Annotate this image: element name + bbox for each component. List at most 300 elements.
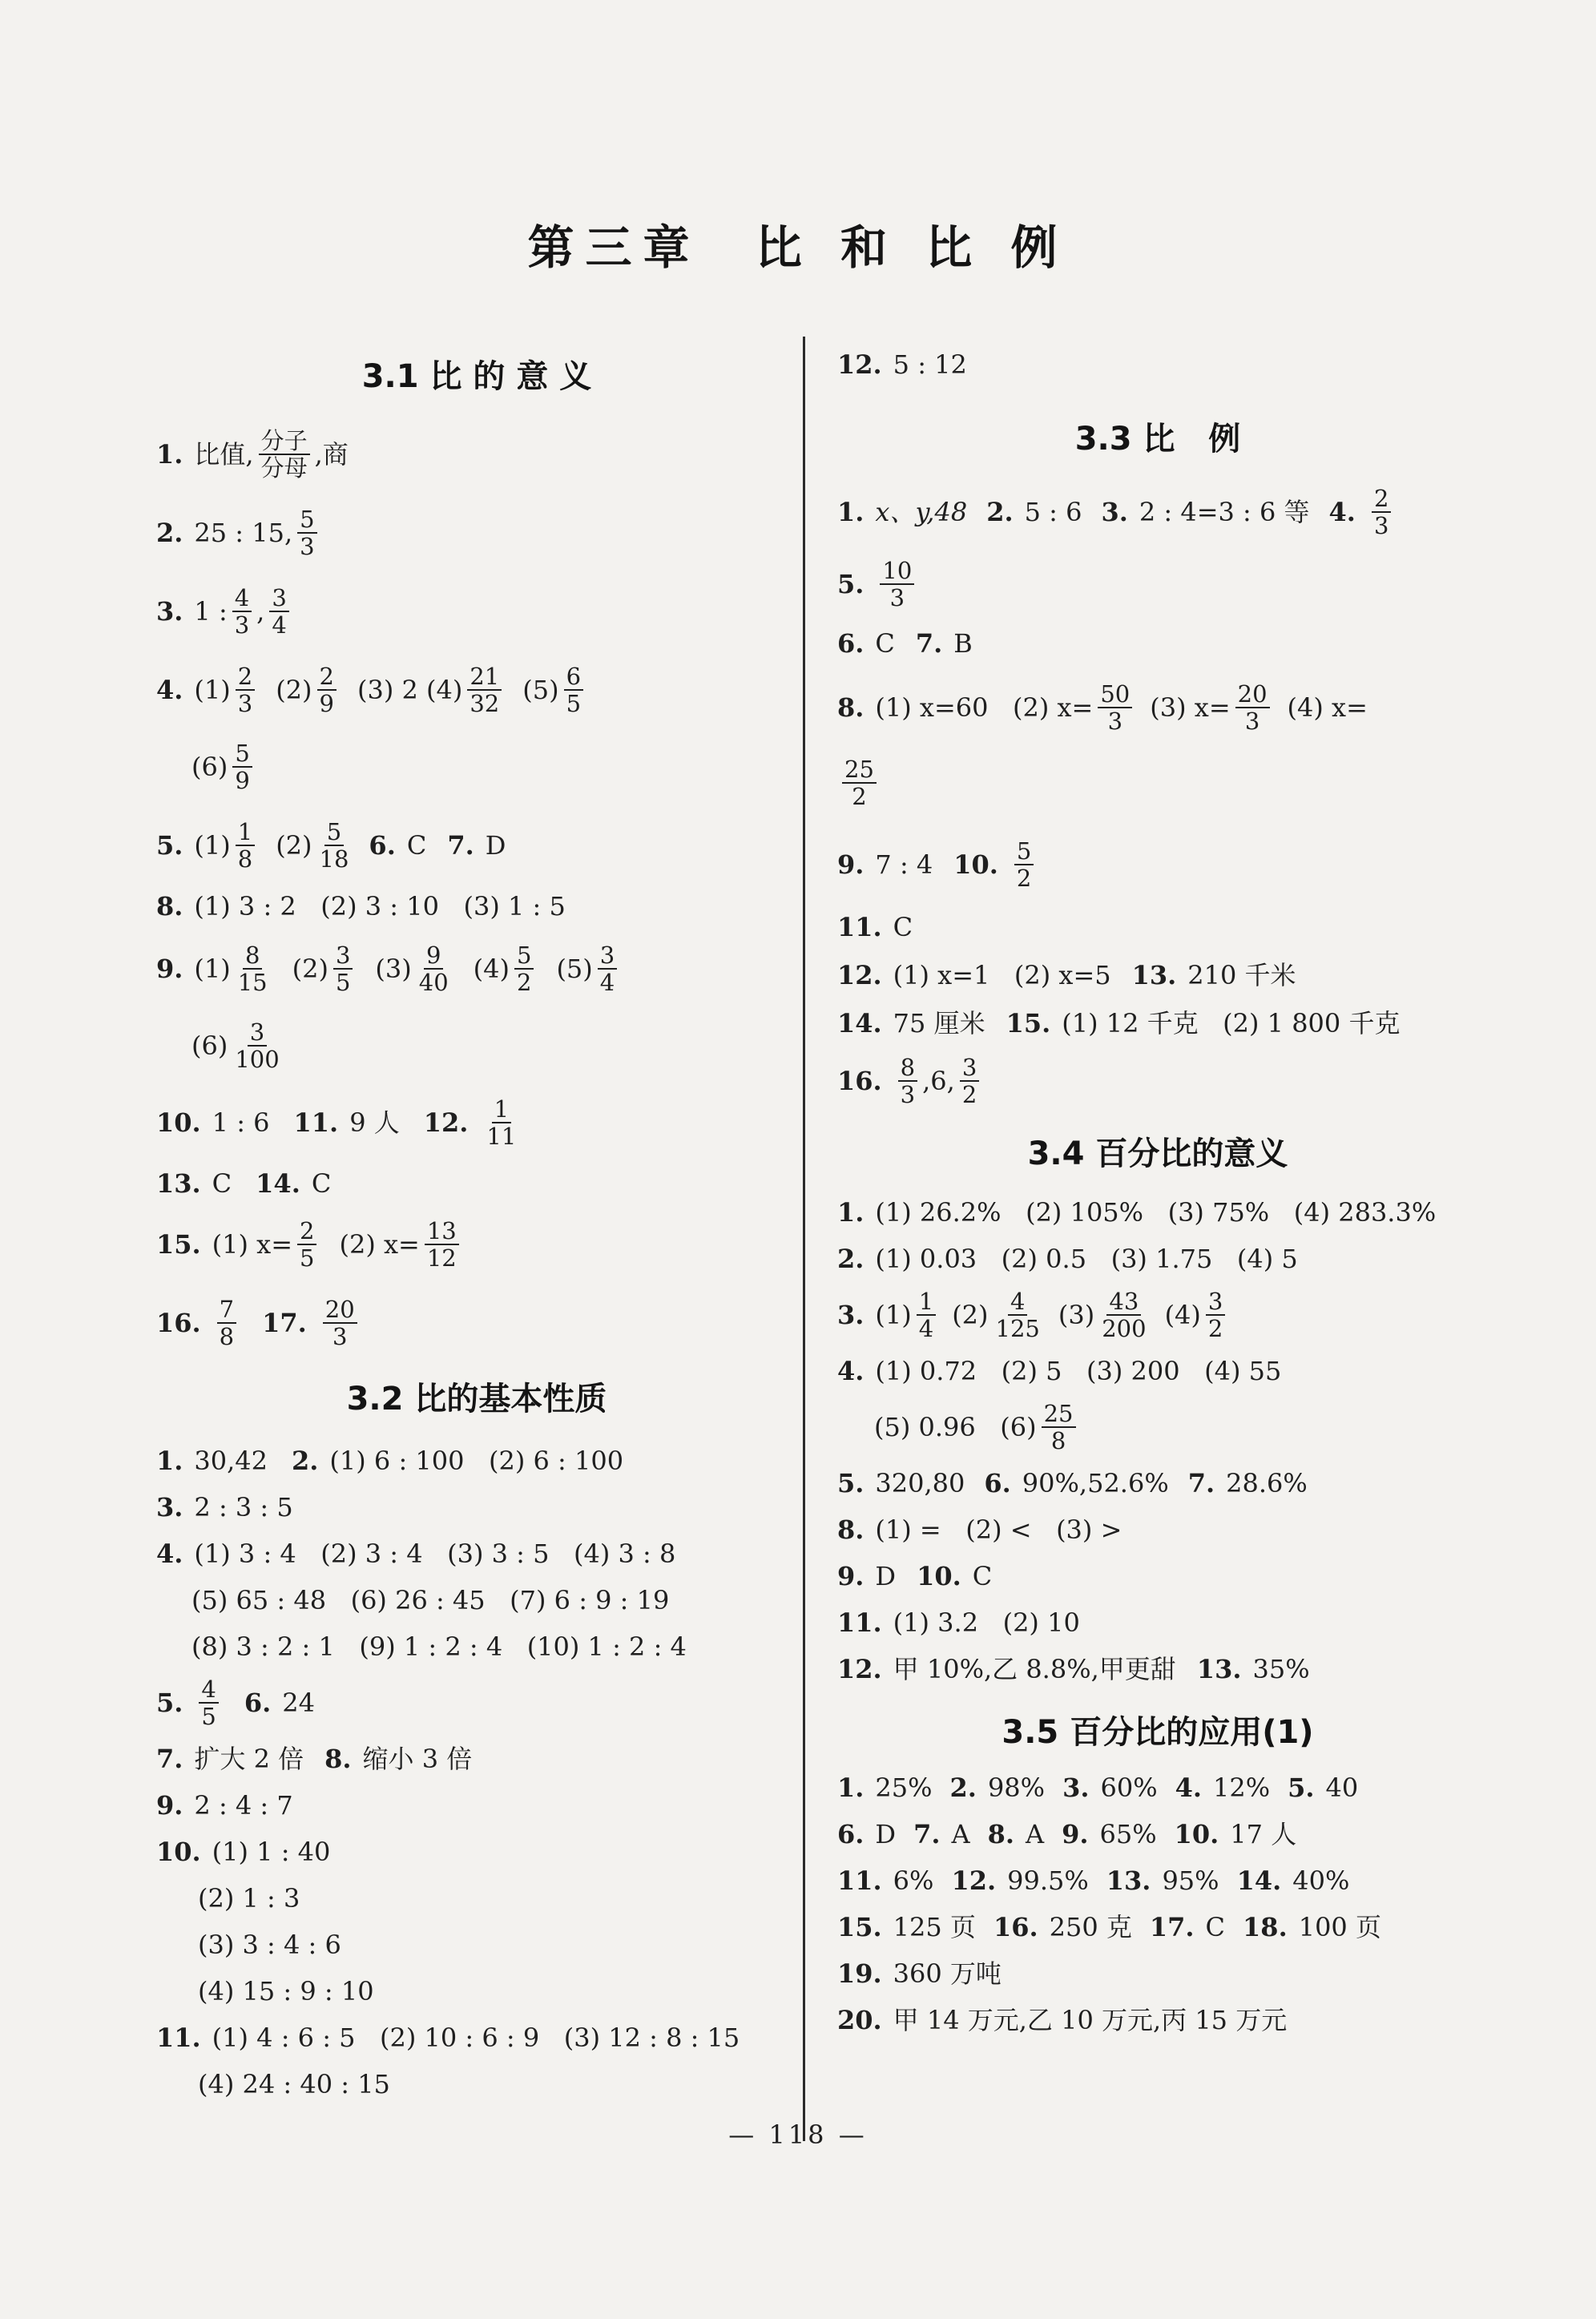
fraction <box>425 1216 459 1272</box>
answer-line <box>156 1093 797 1152</box>
fraction-denominator: 40 <box>418 969 449 996</box>
answer-text: (3) 2 (4) <box>357 675 463 705</box>
answer-text: (1) 1 : 40 <box>212 1837 331 1867</box>
fraction <box>564 664 583 716</box>
fraction-denominator: 5 <box>201 1703 216 1730</box>
question-number: 13. <box>1106 1865 1151 1896</box>
answer-line <box>837 1603 1478 1643</box>
answer-text: B <box>953 628 973 659</box>
question-number: 1. <box>837 497 864 527</box>
question-number: 14. <box>837 1008 882 1039</box>
answer-line <box>156 1925 797 1965</box>
question-number: 3. <box>1062 1773 1090 1803</box>
answer-line <box>837 1192 1478 1232</box>
answer-line <box>156 1293 797 1353</box>
answer-text: 75 厘米 <box>893 1008 985 1039</box>
question-number: 15. <box>1006 1008 1051 1039</box>
fraction-denominator: 分母 <box>260 454 308 482</box>
answer-text: D <box>875 1561 897 1591</box>
fraction-numerator: 3 <box>248 1020 267 1047</box>
fraction <box>333 943 353 995</box>
answer-text: 95% <box>1162 1865 1219 1896</box>
fraction <box>467 664 502 716</box>
answer-text: (5) <box>556 954 593 984</box>
fraction-denominator: 9 <box>235 767 250 794</box>
fraction <box>1042 1401 1076 1454</box>
fraction-numerator: 9 <box>424 943 443 970</box>
fraction-denominator: 3 <box>900 1081 916 1108</box>
answer-text: (1) 12 千克 (2) 1 800 千克 <box>1062 1008 1401 1039</box>
question-number: 2. <box>949 1773 977 1803</box>
fraction <box>317 664 337 716</box>
answer-text: (1) <box>875 1300 912 1330</box>
question-number: 2. <box>292 1446 319 1476</box>
fraction-denominator: 125 <box>995 1315 1040 1342</box>
answer-line <box>156 1487 797 1527</box>
answer-line <box>837 1351 1478 1391</box>
question-number: 9. <box>837 849 864 880</box>
answer-text: (1) 3 : 2 (2) 3 : 10 (3) 1 : 5 <box>194 891 566 922</box>
fraction-numerator: 3 <box>598 943 617 970</box>
answer-text: (5) <box>522 675 559 705</box>
section-title-3-1: 3.1 比 的 意 义 <box>361 358 592 395</box>
fraction <box>297 507 316 559</box>
answer-line <box>156 939 797 998</box>
fraction-numerator: 4 <box>199 1677 218 1704</box>
fraction-denominator: 11 <box>486 1123 517 1150</box>
answer-line <box>156 505 797 561</box>
fraction <box>1014 839 1034 891</box>
question-number: 6. <box>837 628 864 659</box>
fraction-numerator: 7 <box>217 1297 236 1324</box>
answer-text: 30,42 <box>194 1446 268 1476</box>
answer-line <box>156 1627 797 1667</box>
answer-text: 比值, <box>194 439 254 470</box>
answer-text: (2) <box>292 954 328 984</box>
fraction <box>1099 1289 1148 1341</box>
fraction-numerator: 4 <box>232 586 252 612</box>
answer-line <box>156 1534 797 1574</box>
answer-line <box>837 1051 1478 1111</box>
answer-text: (1) = (2) < (3) > <box>875 1514 1122 1545</box>
answer-text: , <box>256 596 265 627</box>
answer-text: 5 : 12 <box>893 349 967 380</box>
answer-text: (1) 3.2 (2) 10 <box>893 1607 1080 1638</box>
fraction <box>1235 682 1270 734</box>
fraction-numerator: 1 <box>236 820 255 846</box>
answer-text: 25 : 15, <box>194 518 293 548</box>
question-number: 6. <box>984 1468 1011 1498</box>
fraction-numerator: 20 <box>323 1297 357 1324</box>
question-number: 3. <box>837 1300 864 1330</box>
question-number: 9. <box>156 954 183 984</box>
answer-line <box>837 482 1478 542</box>
answer-line <box>837 1954 1478 1994</box>
answer-text: (4) 24 : 40 : 15 <box>198 2069 390 2099</box>
fraction-denominator: 3 <box>889 584 905 611</box>
question-number: 8. <box>156 891 183 922</box>
answer-text: 2 : 4 : 7 <box>194 1790 293 1821</box>
answer-text: (1) x=1 (2) x=5 <box>893 960 1111 990</box>
question-number: 16. <box>993 1912 1038 1942</box>
answer-line <box>156 1673 797 1732</box>
question-number: 13. <box>1196 1654 1242 1684</box>
fraction-denominator: 200 <box>1102 1315 1147 1342</box>
fraction <box>917 1289 936 1341</box>
question-number: 15. <box>837 1912 882 1942</box>
column-divider <box>803 337 805 2141</box>
fraction <box>236 943 270 995</box>
answer-line <box>156 1832 797 1872</box>
question-number: 4. <box>1175 1773 1202 1803</box>
question-number: 16. <box>156 1308 201 1338</box>
answer-text: C <box>1205 1912 1226 1942</box>
question-number: 10. <box>953 849 998 880</box>
fraction-numerator: 8 <box>243 943 262 970</box>
fraction-denominator: 5 <box>566 690 582 717</box>
fraction-denominator: 8 <box>1050 1427 1066 1454</box>
fraction-numerator: 分子 <box>259 429 310 455</box>
answer-line <box>837 345 1478 385</box>
answer-text: (1) 3 : 4 (2) 3 : 4 (3) 3 : 5 (4) 3 : 8 <box>194 1539 676 1569</box>
question-number: 8. <box>324 1744 352 1774</box>
fraction <box>317 817 352 873</box>
answer-text: 甲 14 万元,乙 10 万元,丙 15 万元 <box>893 2005 1288 2035</box>
answer-text: (3) x= <box>1150 692 1231 723</box>
answer-line <box>837 623 1478 663</box>
question-number: 17. <box>1149 1912 1195 1942</box>
fraction-numerator: 3 <box>960 1055 979 1082</box>
answer-text: (3) <box>375 954 412 984</box>
answer-text: (5) 65 : 48 (6) 26 : 45 (7) 6 : 9 : 19 <box>191 1585 670 1615</box>
fraction-numerator: 4 <box>1008 1289 1027 1316</box>
answer-line <box>156 886 797 926</box>
fraction <box>1206 1289 1225 1341</box>
question-number: 3. <box>156 596 183 627</box>
answer-line <box>837 907 1478 947</box>
answer-line <box>837 1556 1478 1596</box>
section-title-3-5: 3.5 百分比的应用(1) <box>1002 1714 1314 1751</box>
fraction <box>598 943 617 995</box>
answer-text: (2) <box>276 675 312 705</box>
question-number: 20. <box>837 2005 882 2035</box>
answer-text: 24 <box>282 1688 315 1718</box>
question-number: 1. <box>837 1197 864 1228</box>
answer-text: C <box>406 830 427 861</box>
question-number: 12. <box>837 960 882 990</box>
answer-text: 125 页 <box>893 1912 976 1942</box>
answer-line <box>156 1164 797 1204</box>
question-number: 16. <box>837 1066 882 1096</box>
question-number: 4. <box>1328 497 1356 527</box>
question-number: 6. <box>369 830 396 861</box>
question-number: 8. <box>987 1819 1014 1849</box>
question-number: 1. <box>156 1446 183 1476</box>
answer-text: 210 千米 <box>1187 960 1296 990</box>
answer-text: 2 : 3 : 5 <box>194 1492 293 1522</box>
fraction-denominator: 3 <box>1107 708 1123 735</box>
fraction-numerator: 8 <box>898 1055 917 1082</box>
answer-text: 2 : 4=3 : 6 等 <box>1139 497 1310 527</box>
answer-line <box>156 2064 797 2104</box>
answer-line <box>837 678 1478 737</box>
fraction <box>269 583 288 639</box>
answer-text: (1) <box>194 675 231 705</box>
answer-text: C <box>212 1168 232 1199</box>
answer-text: (1) 4 : 6 : 5 (2) 10 : 6 : 9 (3) 12 : 8 : 15 <box>212 2023 740 2053</box>
fraction-numerator: 6 <box>564 664 583 691</box>
question-number: 18. <box>1243 1912 1288 1942</box>
question-number: 4. <box>837 1356 864 1386</box>
answer-line <box>837 1510 1478 1550</box>
question-number: 9. <box>837 1561 864 1591</box>
question-number: 7. <box>1187 1468 1215 1498</box>
fraction-denominator: 3 <box>300 533 315 560</box>
section-title-3-2: 3.2 比的基本性质 <box>346 1381 607 1418</box>
fraction-numerator: 3 <box>1206 1289 1225 1316</box>
fraction-numerator: 1 <box>917 1289 936 1316</box>
answer-text: 1 : <box>194 596 228 627</box>
question-number: 8. <box>837 692 864 723</box>
answer-text: (1) x= <box>212 1229 293 1260</box>
question-number: 1. <box>837 1773 864 1803</box>
answer-text: 99.5% <box>1007 1865 1089 1896</box>
question-number: 2. <box>837 1244 864 1274</box>
fraction-denominator: 32 <box>470 690 500 717</box>
answer-text: (3) <box>1058 1300 1095 1330</box>
answer-text: 98% <box>987 1773 1046 1803</box>
fraction-denominator: 4 <box>918 1315 934 1342</box>
answer-line <box>837 2000 1478 2040</box>
fraction <box>323 1297 357 1349</box>
fraction <box>1372 486 1391 538</box>
fraction-denominator: 8 <box>219 1323 235 1350</box>
answer-text: (1) 0.03 (2) 0.5 (3) 1.75 (4) 5 <box>875 1244 1298 1274</box>
fraction-numerator: 21 <box>467 664 502 691</box>
fraction-denominator: 9 <box>319 690 334 717</box>
answer-text: (4) x= <box>1287 692 1368 723</box>
answer-line <box>837 1649 1478 1689</box>
question-number: 11. <box>156 2023 201 2053</box>
answer-line <box>837 1768 1478 1808</box>
answer-text: 扩大 2 倍 <box>194 1744 304 1774</box>
question-number: 6. <box>244 1688 272 1718</box>
fraction-denominator: 3 <box>1373 512 1389 539</box>
question-number: 5. <box>837 1468 864 1498</box>
answer-text: (4) <box>1164 1300 1201 1330</box>
answer-text: 100 页 <box>1298 1912 1381 1942</box>
answer-line <box>837 1239 1478 1279</box>
question-number: 3. <box>156 1492 183 1522</box>
answer-text: 60% <box>1100 1773 1158 1803</box>
question-number: 2. <box>986 497 1014 527</box>
fraction-numerator: 43 <box>1106 1289 1141 1316</box>
answer-text: C <box>311 1168 332 1199</box>
question-number: 19. <box>837 1958 882 1989</box>
question-number: 10. <box>156 1107 201 1138</box>
question-number: 12. <box>837 349 882 380</box>
fraction <box>232 583 252 639</box>
answer-text: x、y,48 <box>875 497 968 527</box>
question-number: 11. <box>837 1865 882 1896</box>
fraction <box>993 1289 1042 1341</box>
answer-text: D <box>875 1819 897 1849</box>
fraction-numerator: 3 <box>269 586 288 612</box>
answer-text: A <box>1025 1819 1045 1849</box>
answer-text: (4) <box>473 954 510 984</box>
answer-line <box>837 955 1478 995</box>
answer-line <box>156 739 797 795</box>
fraction <box>514 943 534 995</box>
question-number: 12. <box>837 1654 882 1684</box>
question-number: 15. <box>156 1229 201 1260</box>
fraction-numerator: 2 <box>1372 486 1391 513</box>
answer-text: 6% <box>893 1865 934 1896</box>
answer-text: (1) x=60 (2) x= <box>875 692 1094 723</box>
fraction <box>960 1055 979 1107</box>
answer-text: (1) <box>194 830 231 861</box>
answer-text: 65% <box>1099 1819 1157 1849</box>
question-number: 5. <box>837 569 864 599</box>
answer-text: (1) 6 : 100 (2) 6 : 100 <box>329 1446 624 1476</box>
fraction-numerator: 5 <box>297 507 316 534</box>
fraction-denominator: 2 <box>1207 1315 1223 1342</box>
answer-text: (2) 1 : 3 <box>198 1883 300 1914</box>
answer-text: C <box>893 912 913 942</box>
answer-line <box>837 1861 1478 1901</box>
question-number: 13. <box>156 1168 201 1199</box>
answer-text: 250 克 <box>1049 1912 1132 1942</box>
answer-line <box>156 426 797 482</box>
answer-text: (1) <box>194 954 231 984</box>
question-number: 9. <box>1062 1819 1089 1849</box>
question-number: 13. <box>1131 960 1177 990</box>
question-number: 14. <box>256 1168 300 1199</box>
fraction-denominator: 15 <box>237 969 268 996</box>
answer-text: (5) 0.96 (6) <box>874 1412 1037 1442</box>
answer-text: ,6, <box>922 1066 955 1096</box>
fraction-numerator: 5 <box>232 741 252 768</box>
fraction <box>297 1216 316 1272</box>
fraction <box>417 943 451 995</box>
question-number: 8. <box>837 1514 864 1545</box>
question-number: 6. <box>837 1819 864 1849</box>
question-number: 10. <box>156 1837 201 1867</box>
fraction-numerator: 2 <box>317 664 337 691</box>
answer-line <box>837 835 1478 894</box>
answer-text: C <box>972 1561 993 1591</box>
fraction-denominator: 2 <box>852 783 867 810</box>
fraction <box>232 1020 281 1072</box>
chapter-title: 第三章 比 和 比 例 <box>527 220 1069 275</box>
answer-text: ,商 <box>314 439 349 470</box>
question-number: 12. <box>951 1865 997 1896</box>
question-number: 11. <box>837 912 882 942</box>
answer-text: 28.6% <box>1226 1468 1308 1498</box>
fraction-denominator: 2 <box>961 1081 977 1108</box>
fraction-denominator: 3 <box>234 611 250 639</box>
answer-text: (2) <box>952 1300 989 1330</box>
answer-text: (3) 3 : 4 : 6 <box>198 1930 341 1960</box>
answer-line <box>156 1215 797 1274</box>
fraction <box>842 757 877 809</box>
answer-text: 12% <box>1213 1773 1271 1803</box>
answer-text: 320,80 <box>875 1468 965 1498</box>
answer-text: 35% <box>1252 1654 1310 1684</box>
answer-text: (6) <box>191 1030 228 1061</box>
answer-text: 9 人 <box>349 1107 400 1138</box>
fraction <box>232 741 252 793</box>
answer-text: (6) <box>191 752 228 782</box>
answer-line <box>156 662 797 718</box>
fraction-denominator: 3 <box>332 1323 348 1350</box>
question-number: 9. <box>156 1790 183 1821</box>
answer-text: 40 <box>1325 1773 1359 1803</box>
question-number: 7. <box>447 830 474 861</box>
fraction <box>236 664 255 716</box>
answer-line <box>837 753 1478 813</box>
answer-text: D <box>485 830 506 861</box>
answer-line <box>156 817 797 873</box>
fraction-denominator: 8 <box>237 845 253 873</box>
answer-text: (4) 15 : 9 : 10 <box>198 1976 374 2006</box>
question-number: 11. <box>293 1107 339 1138</box>
answer-line <box>156 1739 797 1779</box>
answer-text: 7 : 4 <box>875 849 933 880</box>
answer-text: 17 人 <box>1230 1819 1297 1849</box>
question-number: 11. <box>837 1607 882 1638</box>
answer-text: A <box>951 1819 970 1849</box>
question-number: 12. <box>423 1107 469 1138</box>
answer-text: 甲 10%,乙 8.8%,甲更甜 <box>893 1654 1176 1684</box>
left-column <box>156 345 797 2104</box>
answer-text: 25% <box>875 1773 933 1803</box>
fraction-numerator: 2 <box>236 664 255 691</box>
fraction-denominator: 3 <box>237 690 253 717</box>
question-number: 10. <box>1174 1819 1219 1849</box>
fraction-denominator: 4 <box>599 969 615 996</box>
fraction-numerator: 25 <box>842 757 877 784</box>
answer-text: 1 : 6 <box>212 1107 270 1138</box>
question-number: 5. <box>156 830 183 861</box>
question-number: 4. <box>156 1539 183 1569</box>
answer-line <box>156 1785 797 1825</box>
answer-line <box>837 1003 1478 1043</box>
fraction-numerator: 3 <box>333 943 353 970</box>
question-number: 1. <box>156 439 183 470</box>
answer-line <box>156 583 797 639</box>
fraction-denominator: 18 <box>319 845 349 873</box>
answer-line <box>837 1907 1478 1947</box>
answer-line <box>837 1814 1478 1854</box>
fraction <box>880 556 914 611</box>
answer-line <box>156 1016 797 1075</box>
fraction-denominator: 100 <box>235 1046 280 1073</box>
section-title-3-3: 3.3 比 例 <box>1074 421 1241 458</box>
answer-text: 360 万吨 <box>893 1958 1002 1989</box>
fraction-numerator: 20 <box>1235 682 1270 708</box>
fraction <box>217 1297 236 1349</box>
fraction-numerator: 1 <box>492 1097 511 1123</box>
fraction-denominator: 12 <box>426 1244 457 1272</box>
answer-line <box>156 1580 797 1620</box>
page-number: — 118 — <box>728 2119 868 2150</box>
fraction <box>259 426 310 482</box>
fraction-numerator: 2 <box>297 1219 316 1245</box>
question-number: 14. <box>1236 1865 1282 1896</box>
answer-text: 40% <box>1292 1865 1350 1896</box>
fraction-numerator: 5 <box>514 943 534 970</box>
